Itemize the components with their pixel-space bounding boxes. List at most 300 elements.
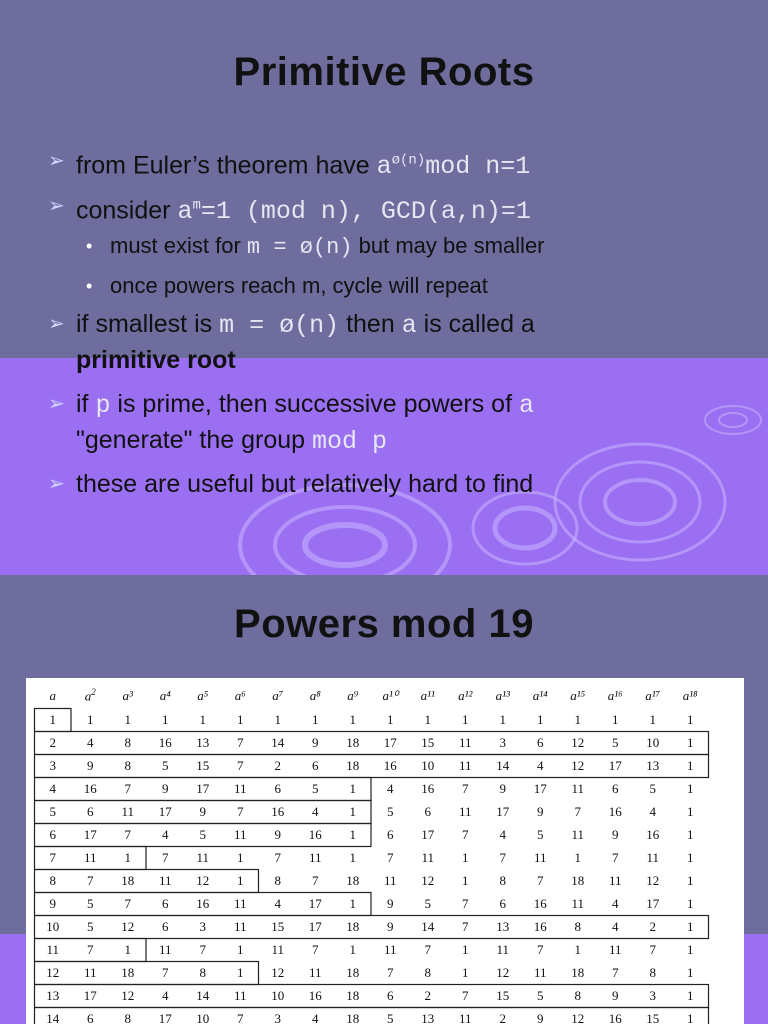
table-cell: 11 <box>458 757 472 773</box>
table-header-cell: a⁵ <box>197 688 209 703</box>
powers-table-image <box>26 678 744 1024</box>
table-cell: 1 <box>237 711 244 727</box>
table-cell: 4 <box>312 803 319 819</box>
table-cell: 4 <box>649 803 656 819</box>
formula: $a^m=1$ (mod n), GCD(a,n)=1 <box>177 197 531 227</box>
table-cell: 9 <box>499 780 506 796</box>
table-cell: 16 <box>308 987 322 1003</box>
table-cell: 1 <box>574 711 581 727</box>
table-cell: 12 <box>496 964 510 980</box>
table-cell: 12 <box>571 1010 585 1024</box>
dot-bullet-icon: • <box>86 236 93 256</box>
table-cell: 12 <box>271 964 285 980</box>
table-cell: 15 <box>496 987 510 1003</box>
table-cell: 7 <box>124 780 131 796</box>
table-cell: 6 <box>87 1010 94 1024</box>
table-cell: 1 <box>687 941 694 957</box>
table-cell: 14 <box>46 1010 60 1024</box>
table-cell: 10 <box>646 734 660 750</box>
table-cell: 7 <box>499 849 506 865</box>
table-cell: 2 <box>499 1010 506 1024</box>
table-cell: 11 <box>158 872 172 888</box>
table-header-cell: a¹⁸ <box>682 688 698 703</box>
table-header-cell: a¹⁴ <box>532 688 548 703</box>
arrow-bullet-icon: ➢ <box>48 393 65 415</box>
arrow-bullet-icon: ➢ <box>48 150 65 172</box>
table-cell: 1 <box>612 711 619 727</box>
table-cell: 17 <box>308 918 322 934</box>
table-cell: 1 <box>687 757 694 773</box>
cycle-outline <box>35 732 709 755</box>
table-cell: 4 <box>274 895 281 911</box>
table-cell: 1 <box>687 895 694 911</box>
formula: $a^{ø(n)}mod$ n=1 <box>376 152 531 182</box>
table-header-cell: a¹¹ <box>420 688 435 703</box>
table-cell: 12 <box>196 872 210 888</box>
table-cell: 1 <box>349 849 356 865</box>
table-cell: 12 <box>121 987 135 1003</box>
table-cell: 11 <box>458 1010 472 1024</box>
table-cell: 3 <box>274 1010 281 1024</box>
table-header-cell: a¹⁷ <box>645 688 661 703</box>
table-cell: 5 <box>424 895 431 911</box>
table-cell: 11 <box>158 941 172 957</box>
table-cell: 1 <box>687 711 694 727</box>
table-cell: 8 <box>574 918 581 934</box>
table-cell: 8 <box>574 987 581 1003</box>
table-cell: 1 <box>687 872 694 888</box>
cycle-outline <box>35 1008 709 1024</box>
table-cell: 4 <box>612 895 619 911</box>
table-cell: 18 <box>346 872 360 888</box>
table-cell: 1 <box>687 918 694 934</box>
formula: a <box>518 391 534 420</box>
table-cell: 6 <box>612 780 619 796</box>
table-cell: 10 <box>46 918 60 934</box>
table-cell: 4 <box>162 826 169 842</box>
table-cell: 12 <box>571 734 585 750</box>
table-cell: 14 <box>496 757 510 773</box>
table-cell: 12 <box>646 872 660 888</box>
table-cell: 17 <box>83 826 97 842</box>
table-cell: 2 <box>49 734 56 750</box>
table-cell: 1 <box>349 826 356 842</box>
table-cell: 5 <box>49 803 56 819</box>
table-cell: 4 <box>162 987 169 1003</box>
table-cell: 7 <box>49 849 56 865</box>
table-cell: 17 <box>158 803 172 819</box>
table-cell: 10 <box>196 1010 210 1024</box>
table-cell: 4 <box>312 1010 319 1024</box>
table-cell: 8 <box>424 964 431 980</box>
table-cell: 1 <box>462 941 469 957</box>
table-cell: 13 <box>496 918 510 934</box>
table-cell: 4 <box>537 757 544 773</box>
table-cell: 5 <box>199 826 206 842</box>
table-cell: 1 <box>199 711 206 727</box>
slide-title: Primitive Roots <box>233 50 535 94</box>
table-cell: 16 <box>83 780 97 796</box>
table-cell: 7 <box>574 803 581 819</box>
table-cell: 11 <box>571 826 585 842</box>
table-cell: 6 <box>424 803 431 819</box>
primitive-root-term: primitive root <box>76 346 236 374</box>
table-cell: 1 <box>687 1010 694 1024</box>
table-cell: 4 <box>49 780 56 796</box>
table-cell: 1 <box>687 734 694 750</box>
table-cell: 7 <box>237 734 244 750</box>
table-cell: 11 <box>233 987 247 1003</box>
table-cell: 12 <box>571 757 585 773</box>
table-cell: 1 <box>687 826 694 842</box>
table-cell: 11 <box>383 872 397 888</box>
slide-title: Powers mod 19 <box>234 602 534 646</box>
table-cell: 1 <box>49 711 56 727</box>
table-cell: 1 <box>649 711 656 727</box>
table-cell: 7 <box>162 849 169 865</box>
cycle-outlines <box>26 678 744 1024</box>
table-cell: 6 <box>312 757 319 773</box>
dot-bullet-icon: • <box>86 276 93 296</box>
table-cell: 7 <box>199 941 206 957</box>
table-cell: 5 <box>87 918 94 934</box>
table-cell: 6 <box>499 895 506 911</box>
table-cell: 1 <box>687 964 694 980</box>
table-cell: 5 <box>537 826 544 842</box>
table-cell: 16 <box>533 895 547 911</box>
table-header-cell: a³ <box>122 688 133 703</box>
table-cell: 7 <box>424 941 431 957</box>
table-cell: 12 <box>421 872 435 888</box>
formula: m = ø(n) <box>246 235 353 260</box>
table-cell: 17 <box>608 757 622 773</box>
table-cell: 18 <box>346 964 360 980</box>
table-cell: 3 <box>49 757 56 773</box>
table-cell: 11 <box>458 734 472 750</box>
table-cell: 1 <box>349 780 356 796</box>
table-cell: 7 <box>537 941 544 957</box>
table-cell: 1 <box>462 872 469 888</box>
table-cell: 6 <box>387 987 394 1003</box>
table-cell: 5 <box>537 987 544 1003</box>
table-cell: 1 <box>349 803 356 819</box>
table-cell: 10 <box>271 987 285 1003</box>
table-cell: 11 <box>233 780 247 796</box>
table-cell: 6 <box>387 826 394 842</box>
table-cell: 7 <box>87 872 94 888</box>
table-cell: 11 <box>308 964 322 980</box>
table-cell: 6 <box>87 803 94 819</box>
table-cell: 15 <box>421 734 435 750</box>
table-header-cell: a⁸ <box>309 688 321 703</box>
table-cell: 3 <box>499 734 506 750</box>
table-cell: 7 <box>237 803 244 819</box>
table-cell: 17 <box>383 734 397 750</box>
table-cell: 11 <box>571 780 585 796</box>
table-header-cell: a¹² <box>458 688 473 703</box>
table-cell: 1 <box>312 711 319 727</box>
table-cell: 13 <box>421 1010 435 1024</box>
table-cell: 13 <box>46 987 60 1003</box>
table-header-cell: a¹⁰ <box>382 688 399 703</box>
formula: mod p <box>311 427 387 456</box>
table-cell: 5 <box>87 895 94 911</box>
table-cell: 11 <box>196 849 210 865</box>
table-cell: 8 <box>124 734 131 750</box>
table-cell: 13 <box>196 734 210 750</box>
table-cell: 7 <box>462 780 469 796</box>
table-cell: 1 <box>462 964 469 980</box>
cycle-outline <box>35 709 72 732</box>
table-cell: 16 <box>533 918 547 934</box>
table-cell: 1 <box>162 711 169 727</box>
arrow-bullet-icon: ➢ <box>48 195 65 217</box>
cycle-outline <box>35 755 709 778</box>
table-cell: 1 <box>349 941 356 957</box>
table-cell: 9 <box>612 826 619 842</box>
table-cell: 1 <box>237 849 244 865</box>
table-cell: 7 <box>537 872 544 888</box>
table-cell: 11 <box>121 803 135 819</box>
cycle-outline <box>35 985 709 1008</box>
table-cell: 1 <box>349 711 356 727</box>
bullet-text: from Euler’s theorem have <box>76 151 377 180</box>
table-cell: 3 <box>199 918 206 934</box>
table-cell: 1 <box>237 941 244 957</box>
table-cell: 1 <box>574 941 581 957</box>
table-cell: 9 <box>387 895 394 911</box>
table-cell: 8 <box>499 872 506 888</box>
table-cell: 18 <box>346 918 360 934</box>
table-cell: 7 <box>87 941 94 957</box>
formula: m = ø(n) <box>219 311 340 340</box>
table-cell: 17 <box>421 826 435 842</box>
table-cell: 12 <box>121 918 135 934</box>
table-cell: 16 <box>646 826 660 842</box>
table-cell: 15 <box>196 757 210 773</box>
table-header-cell: a⁴ <box>159 688 171 703</box>
table-cell: 16 <box>608 803 622 819</box>
table-cell: 1 <box>499 711 506 727</box>
cycle-outline <box>35 801 372 824</box>
table-cell: 2 <box>274 757 281 773</box>
table-cell: 7 <box>387 849 394 865</box>
table-cell: 1 <box>537 711 544 727</box>
cycle-outline <box>35 824 372 847</box>
table-cell: 16 <box>196 895 210 911</box>
table-cell: 11 <box>83 849 97 865</box>
table-cell: 4 <box>87 734 94 750</box>
table-cell: 9 <box>87 757 94 773</box>
table-cell: 17 <box>533 780 547 796</box>
formula: a <box>401 311 417 340</box>
table-cell: 9 <box>387 918 394 934</box>
table-cell: 7 <box>612 964 619 980</box>
table-cell: 11 <box>533 849 547 865</box>
table-cell: 11 <box>46 941 60 957</box>
table-cell: 1 <box>462 849 469 865</box>
table-cell: 7 <box>462 987 469 1003</box>
cycle-outline <box>35 962 259 985</box>
table-cell: 14 <box>271 734 285 750</box>
table-cell: 17 <box>158 1010 172 1024</box>
table-cell: 16 <box>608 1010 622 1024</box>
table-cell: 17 <box>83 987 97 1003</box>
table-cell: 2 <box>424 987 431 1003</box>
table-cell: 14 <box>196 987 210 1003</box>
table-header-cell: a⁷ <box>272 688 284 703</box>
table-cell: 7 <box>312 941 319 957</box>
table-cell: 11 <box>608 872 622 888</box>
table-cell: 8 <box>49 872 56 888</box>
table-cell: 5 <box>312 780 319 796</box>
table-cell: 7 <box>312 872 319 888</box>
table-cell: 12 <box>46 964 60 980</box>
cycle-outline <box>35 939 147 962</box>
table-cell: 6 <box>162 918 169 934</box>
table-cell: 1 <box>87 711 94 727</box>
table-cell: 7 <box>462 895 469 911</box>
cycle-outline <box>35 870 259 893</box>
table-cell: 17 <box>646 895 660 911</box>
table-cell: 14 <box>421 918 435 934</box>
table-cell: 17 <box>196 780 210 796</box>
table-cell: 18 <box>571 964 585 980</box>
table-cell: 11 <box>233 826 247 842</box>
slide-primitive-roots: Primitive Roots ➢ from Euler’s theorem have $a^{ø(n)}mod$ n=1 ➢ consider $a^m=1$ (mod n), GCD(a,n)=1 • must exist for m = ø(n) but may be smaller • once powers reach m, cycle will repeat ➢ if smallest is m = ø(n) then a is called a primitive root ➢ if p is prime, then successive powers of a "generate" the group mod p ➢ these are useful but relatively hard to find <box>0 0 768 575</box>
table-cell: 1 <box>124 941 131 957</box>
table-cell: 11 <box>458 803 472 819</box>
table-cell: 18 <box>121 872 135 888</box>
table-cell: 7 <box>274 849 281 865</box>
table-cell: 18 <box>346 1010 360 1024</box>
table-cell: 9 <box>537 1010 544 1024</box>
table-cell: 11 <box>383 941 397 957</box>
table-cell: 5 <box>162 757 169 773</box>
table-cell: 11 <box>271 941 285 957</box>
table-cell: 18 <box>571 872 585 888</box>
table-cell: 18 <box>346 987 360 1003</box>
table-cell: 1 <box>237 964 244 980</box>
table-cell: 9 <box>612 987 619 1003</box>
table-cell: 16 <box>308 826 322 842</box>
table-cell: 7 <box>124 895 131 911</box>
table-cell: 16 <box>421 780 435 796</box>
table-cell: 9 <box>312 734 319 750</box>
table-cell: 17 <box>308 895 322 911</box>
table-cell: 1 <box>687 987 694 1003</box>
table-cell: 3 <box>649 987 656 1003</box>
table-cell: 15 <box>646 1010 660 1024</box>
table-cell: 9 <box>274 826 281 842</box>
table-cell: 9 <box>162 780 169 796</box>
table-cell: 9 <box>199 803 206 819</box>
bullet-text: consider <box>76 196 178 225</box>
cycle-outline <box>35 893 372 916</box>
table-cell: 7 <box>612 849 619 865</box>
table-cell: 6 <box>274 780 281 796</box>
table-cell: 1 <box>462 711 469 727</box>
table-cell: 17 <box>496 803 510 819</box>
table-cell: 6 <box>49 826 56 842</box>
table-cell: 5 <box>612 734 619 750</box>
table-cell: 2 <box>649 918 656 934</box>
table-cell: 13 <box>646 757 660 773</box>
table-cell: 1 <box>124 849 131 865</box>
table-cell: 1 <box>274 711 281 727</box>
table-cell: 16 <box>383 757 397 773</box>
table-header-cell: $a^2$ <box>84 687 96 704</box>
table-cell: 11 <box>83 964 97 980</box>
table-cell: 9 <box>49 895 56 911</box>
cycle-outline <box>35 916 709 939</box>
table-cell: 11 <box>646 849 660 865</box>
table-cell: 10 <box>421 757 435 773</box>
table-cell: 4 <box>612 918 619 934</box>
cycle-outline <box>35 778 372 801</box>
table-cell: 7 <box>237 757 244 773</box>
table-cell: 7 <box>387 964 394 980</box>
table-cell: 1 <box>687 849 694 865</box>
arrow-bullet-icon: ➢ <box>48 473 65 495</box>
table-cell: 7 <box>462 826 469 842</box>
table-cell: 1 <box>424 711 431 727</box>
table-cell: 11 <box>308 849 322 865</box>
table-cell: 6 <box>162 895 169 911</box>
table-cell: 18 <box>121 964 135 980</box>
table-cell: 11 <box>233 895 247 911</box>
table-cell: 1 <box>387 711 394 727</box>
table-cell: 8 <box>124 1010 131 1024</box>
table-cell: 4 <box>499 826 506 842</box>
table-cell: 7 <box>124 826 131 842</box>
table-cell: 6 <box>537 734 544 750</box>
table-cell: 1 <box>237 872 244 888</box>
table-cell: 7 <box>237 1010 244 1024</box>
table-cell: 1 <box>687 780 694 796</box>
table-cell: 8 <box>274 872 281 888</box>
table-cell: 11 <box>533 964 547 980</box>
table-cell: 7 <box>649 941 656 957</box>
table-cell: 5 <box>387 1010 394 1024</box>
table-cell: 7 <box>462 918 469 934</box>
table-cell: 4 <box>387 780 394 796</box>
table-header-cell: a⁶ <box>234 688 246 703</box>
table-header-cell: a⁹ <box>347 688 359 703</box>
table-cell: 18 <box>346 757 360 773</box>
table-cell: 1 <box>349 895 356 911</box>
formula: p <box>95 391 111 420</box>
table-cell: 11 <box>421 849 435 865</box>
table-header-cell: a¹⁵ <box>570 688 586 703</box>
table-header-cell: a <box>49 688 56 703</box>
table-cell: 11 <box>571 895 585 911</box>
table-cell: 5 <box>387 803 394 819</box>
table-cell: 5 <box>649 780 656 796</box>
table-cell: 11 <box>496 941 510 957</box>
table-cell: 16 <box>271 803 285 819</box>
table-header-cell: a¹³ <box>495 688 510 703</box>
table-cell: 11 <box>608 941 622 957</box>
table-cell: 16 <box>158 734 172 750</box>
table-cell: 1 <box>574 849 581 865</box>
table-cell: 7 <box>162 964 169 980</box>
table-cell: 8 <box>124 757 131 773</box>
arrow-bullet-icon: ➢ <box>48 313 65 335</box>
table-cell: 15 <box>271 918 285 934</box>
table-cell: 9 <box>537 803 544 819</box>
table-cell: 1 <box>124 711 131 727</box>
